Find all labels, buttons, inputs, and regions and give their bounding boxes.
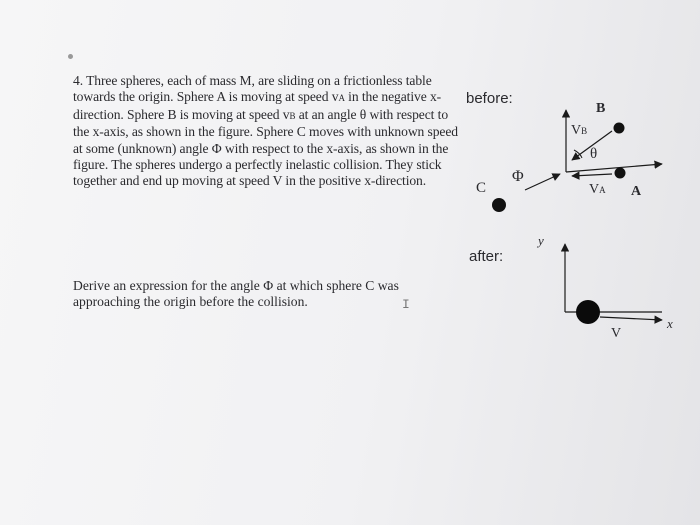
final-velocity-label: V: [611, 326, 622, 341]
sphere-c: [492, 198, 506, 212]
theta-label: θ: [590, 146, 598, 162]
vb-label-sub: B: [581, 126, 588, 136]
va-label-sub: A: [599, 185, 606, 195]
before-x-axis: [566, 164, 662, 172]
sphere-a-label: A: [631, 184, 642, 199]
va-subscript: A: [338, 93, 345, 104]
after-label: after:: [469, 248, 504, 265]
vc-arrow: [525, 174, 560, 190]
va-label-main: V: [589, 182, 600, 197]
problem-number: 4.: [73, 73, 83, 88]
sphere-b-label: B: [596, 101, 606, 116]
vb-subscript: B: [289, 110, 296, 121]
vb-arrow: [572, 131, 612, 160]
y-axis-label: y: [538, 233, 544, 248]
sphere-b: [614, 123, 625, 134]
problem-intro: Three spheres, each of mass M, are sliding on a frictionless table towards the origin. Sphere A is moving at speed: [73, 73, 432, 105]
phi-label: Φ: [512, 168, 524, 185]
vb-label-main: V: [571, 123, 582, 138]
sphere-a: [615, 168, 626, 179]
problem-mid-1: in the negative x-direction. Sphere B is moving at speed: [73, 89, 442, 122]
final-velocity-arrow: [600, 317, 662, 320]
x-axis-label: x: [667, 316, 673, 331]
text-cursor-icon: I: [402, 297, 410, 312]
combined-sphere: [576, 300, 600, 324]
vb-symbol: v: [282, 106, 290, 122]
va-arrow: [572, 174, 612, 176]
before-label: before:: [466, 90, 513, 107]
problem-mid-2: at an angle θ with respect to the x-axis, as shown in the figure. Sphere C moves with unknown speed at some (unknown) angle Φ with respect to the x-axis, as shown in the figure. The spheres undergo a perfectly inelastic collision. They stick together and end up moving at speed V in the positive x-direction.: [73, 106, 458, 189]
sphere-c-label: C: [476, 180, 487, 196]
va-symbol: v: [331, 89, 339, 105]
question-text: Derive an expression for the angle Φ at which sphere C was approaching the origin before the collision.: [73, 278, 399, 310]
